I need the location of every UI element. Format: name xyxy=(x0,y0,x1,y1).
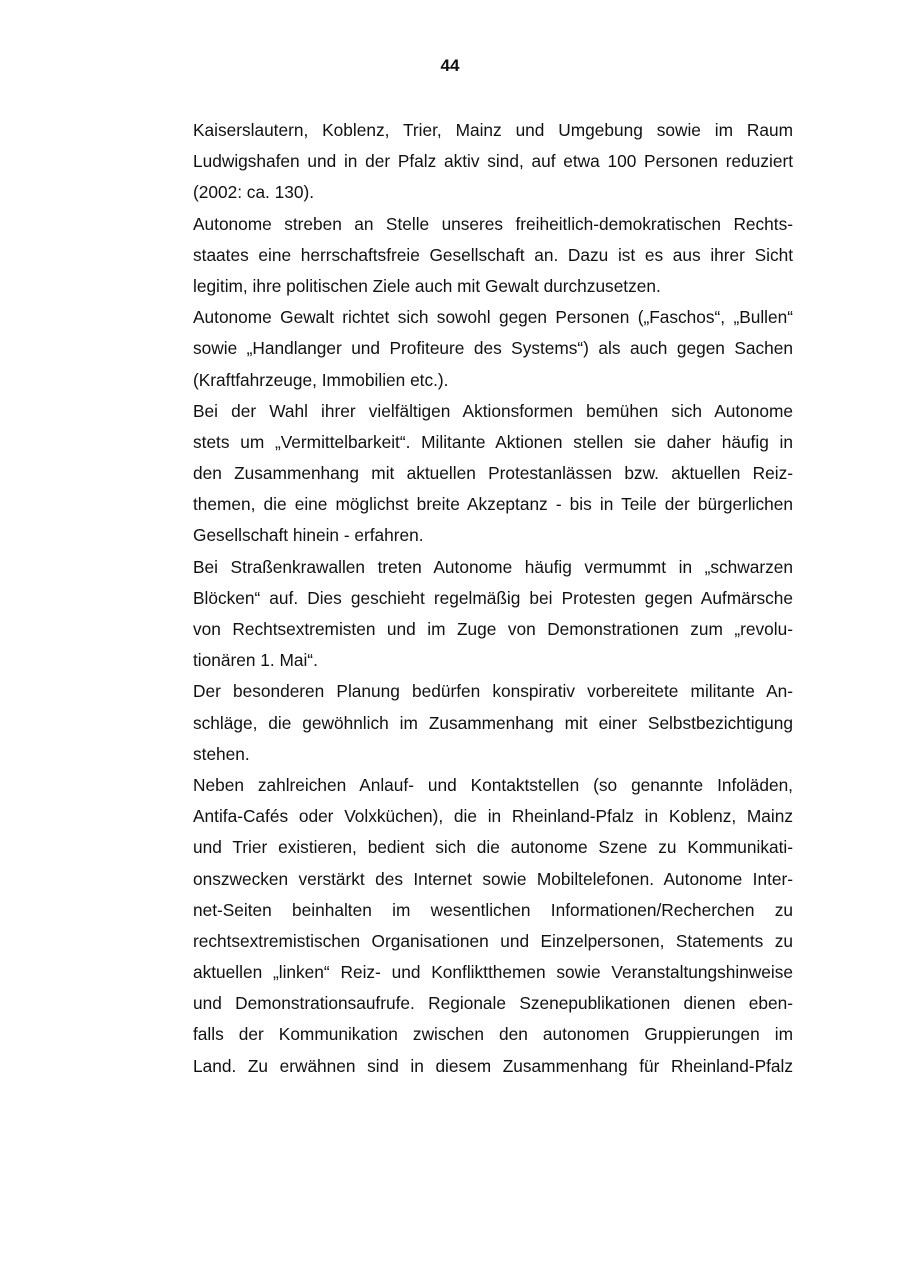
text-line: Blöcken“ auf. Dies geschieht regelmäßig bei Protesten gegen Aufmärsche xyxy=(193,587,793,608)
text-line: Antifa-Cafés oder Volxküchen), die in Rheinland-Pfalz in Koblenz, Mainz xyxy=(193,806,793,827)
text-line: staates eine herrschaftsfreie Gesellschaft an. Dazu ist es aus ihrer Sicht xyxy=(193,244,793,265)
text-line: themen, die eine möglichst breite Akzeptanz - bis in Teile der bürgerlichen xyxy=(193,494,793,515)
text-line: Kaiserslautern, Koblenz, Trier, Mainz und Umgebung sowie im Raum xyxy=(193,120,793,140)
text-line: tionären 1. Mai“. xyxy=(193,650,318,671)
paragraph xyxy=(193,552,793,677)
text-line: Neben zahlreichen Anlauf- und Kontaktstellen (so genannte Infoläden, xyxy=(193,774,793,795)
text-line: Bei der Wahl ihrer vielfältigen Aktionsformen bemühen sich Autonome xyxy=(193,400,793,421)
text-line: stehen. xyxy=(193,743,250,764)
text-line: aktuellen „linken“ Reiz- und Konfliktthemen sowie Veranstaltungshinweise xyxy=(193,962,793,983)
text-line: onszwecken verstärkt des Internet sowie Mobiltelefonen. Autonome Inter- xyxy=(193,868,793,889)
text-line: schläge, die gewöhnlich im Zusammenhang mit einer Selbstbezichtigung xyxy=(193,712,793,733)
text-line: Autonome streben an Stelle unseres freiheitlich-demokratischen Rechts- xyxy=(193,213,793,234)
text-line: von Rechtsextremisten und im Zuge von Demonstrationen zum „revolu- xyxy=(193,619,793,639)
text-line: falls der Kommunikation zwischen den autonomen Gruppierungen im xyxy=(193,1024,793,1045)
text-line: stets um „Vermittelbarkeit“. Militante Aktionen stellen sie daher häufig in xyxy=(193,431,793,452)
text-line: Bei Straßenkrawallen treten Autonome häufig vermummt in „schwarzen xyxy=(193,556,793,577)
paragraph xyxy=(193,396,793,552)
paragraph xyxy=(193,302,793,396)
text-line: (2002: ca. 130). xyxy=(193,182,315,203)
text-line: Autonome Gewalt richtet sich sowohl gegen Personen („Faschos“, „Bullen“ xyxy=(193,307,793,328)
text-line: rechtsextremistischen Organisationen und Einzelpersonen, Statements zu xyxy=(193,930,793,951)
document-body xyxy=(193,115,793,1082)
paragraph xyxy=(193,209,793,303)
text-line: Land. Zu erwähnen sind in diesem Zusammenhang für Rheinland-Pfalz xyxy=(193,1055,793,1076)
text-line: Ludwigshafen und in der Pfalz aktiv sind, auf etwa 100 Personen reduziert xyxy=(193,151,793,172)
text-line: Der besonderen Planung bedürfen konspirativ vorbereitete militante An- xyxy=(193,681,793,702)
paragraph xyxy=(193,115,793,209)
page-number: 44 xyxy=(440,56,460,75)
text-line: den Zusammenhang mit aktuellen Protestanlässen bzw. aktuellen Reiz- xyxy=(193,463,793,484)
paragraph xyxy=(193,676,793,770)
text-line: net-Seiten beinhalten im wesentlichen Informationen/Recherchen zu xyxy=(193,899,793,920)
text-line: (Kraftfahrzeuge, Immobilien etc.). xyxy=(193,369,449,390)
text-line: und Demonstrationsaufrufe. Regionale Szenepublikationen dienen eben- xyxy=(193,993,793,1014)
text-line: sowie „Handlanger und Profiteure des Systems“) als auch gegen Sachen xyxy=(193,338,793,359)
text-line: Gesellschaft hinein - erfahren. xyxy=(193,525,424,546)
paragraph xyxy=(193,770,793,1082)
text-line: und Trier existieren, bedient sich die autonome Szene zu Kommunikati- xyxy=(193,837,793,858)
text-line: legitim, ihre politischen Ziele auch mit Gewalt durchzusetzen. xyxy=(193,275,661,296)
